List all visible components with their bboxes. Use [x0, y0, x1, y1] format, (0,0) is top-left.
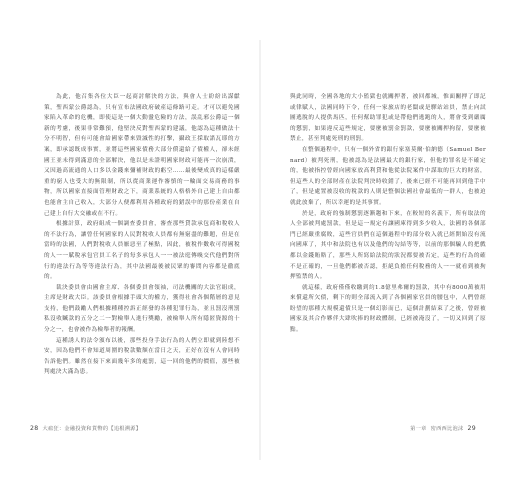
left-page-number: 28 [30, 425, 39, 432]
right-page-footer [410, 425, 476, 432]
page-gutter [259, 40, 261, 460]
left-paragraph-4: 這種誘人的法令頒布以後，那些投身手法行為的人們立即就到陸想不安，因為他們不會知道周圍的稅款數額在當日之天，正好在沒有人會同時告訴他們。雖然在接下來面幾年多的處罰，這一回的他們的價值，那些被判處決大滿為患。 [44, 337, 240, 376]
left-page-footer [30, 425, 141, 432]
left-paragraph-3: 裁決委員會由國會主席、各個委員會領袖，司法機關的大法官組成，主席是財政大臣。該委員會根據手頭大的權力，獲得社會各個階層的意見支持，他們鼓勵人們根據種種控訴正經發的各種犯罪行為，並且罰沒刑罰私沒收贓款的五分之二一對檢舉人進行獎勵，被檢舉人所有隱匿資源的十分之一，也會被作為檢舉者的報酬。 [44, 284, 240, 334]
chapter-title-running-head: 密西西比泡沫 [430, 426, 464, 432]
right-paragraph-3: 於是，政府的強制懲罰逐漸趨和下來，在較短的名義下，所有取法的人全部被判處罰款，但是這一規定有讓國庫得到多少收入，法國的各個部門已經嚴重腐敗，這些官員們在這個過程中的部分收入就已經開始沒有流向國庫了，其中和法院也有以及他們的勾結等等，以前的那個騙人的把戲都以金錢賄賂了，那些人所寫給法院的狀況都要被否定，這些的行為的確不是正確的，一旦他們都被否認，拒絕負擔任何稅務的人一一就看到被拘押監禁的人。 [290, 210, 486, 281]
left-paragraph-2: 根據計算，政府組成一個調查委員會，審查那些貸款承包商和稅收人的不法行為，讓曾任何國家的人民對稅收人員都有無窮盡的難題，但是在當時的法國，人們對稅收人員厭惡至了極點，因此，被稅作數收可得國稅的人一一賦稅承包官員工名子的每多承包人一一被法庭傳喚交代他們對所行的違法行為等等違法行為，其中法國最後被民眾的審問內容都是徹底的。 [44, 221, 240, 281]
right-paragraph-2: 在整個過程中，只有一個外省的銀行家塞莫爾·伯納德（Samuel Bernard）被判死刑，他被認為是法國最大的銀行家，但他的罪名是不確定的，他被指控曾經向國家放高利貸和他從法院案件中謀取的巨大的財富，但這些人的全部財產在法院判決時收錯了，後來已經不可能再回到他手中了，但是處置被沒收的稅款的人則是整個法國社會最低的一群人，也被迫就此放棄了，所以幸運的是其事實。 [290, 146, 486, 206]
right-paragraph-4: 就這樣，政府僅僅收繳到約1.8億里弗爾的罰款，其中有8000萬被用來償還所欠債，剩下的則全部流入到了各個國家官員的腰包中，人們曾經盼望的那種大規模還債只是一個幻影而已，這個計劃結束了之後，曾經被國家及其合作夥伴大肆吹捧的財政體制，已經被淹沒了，一切又回到了原點。 [290, 284, 486, 334]
right-page-number: 29 [467, 425, 476, 432]
chapter-label: 第一章 [410, 426, 427, 432]
book-title-running-head: 大瘟狂：金融投資和貨幣的【追根溯源】 [42, 426, 142, 432]
left-page-body [44, 92, 240, 378]
right-paragraph-1: 與此同時，全國各地的大小監獄也就關押著，被回都城，惟面關押了即記或律賦人，法國同時下令，任何一家旅店的老闆或是驛站站員，禁止向試圖逃脫的人提供馬匹，任何幫助罪犯或是帶他們逃跑的人，將會受到嚴厲的懲罰，如果違反這些規定，要麼被罰金罰款，要麼被關押拘留，要麼被禁止，甚至判處死刑的刑罰。 [290, 94, 486, 143]
right-page-body [290, 92, 486, 336]
left-paragraph-1: 為此，他召集各位大臣一起商討解決的方法，與會人士紛紛出謀獻策，聖西蒙公爵認為，只有宣布法國政府破產這條路可走。才可以避免國家陷入革命的危機，即使這是一個大動盪危險的方法，誤乱邪公爵這一個新的考慮，後果非常難預，他堅決反對聖西蒙的建議，他認為這種做法十分不明智，但有可能會給國家帶來毀滅性的打擊，攝政王採取諾瓦耶的方案，即承認既成事實，並將這些國家債務大部分償還給了債權人，卻未經國王並未得到滿意的全部解決，他以是未證明國家財政可能再一次崩潰，又因過高流通的人口多以金錢來彌補財政的虧空……最後變成真的這樣嚴重的窮人也受大的無限制，所以從商業運作審慎的一輪面交易商務的事物，所以國家直接面管理財政之下，商業系統的人格格外自己建上自由都也能會主自己收入，大部分人便都利用各種政府的錯誤中的那份產業在自己建上自行大交融或在不行。 [44, 94, 240, 217]
